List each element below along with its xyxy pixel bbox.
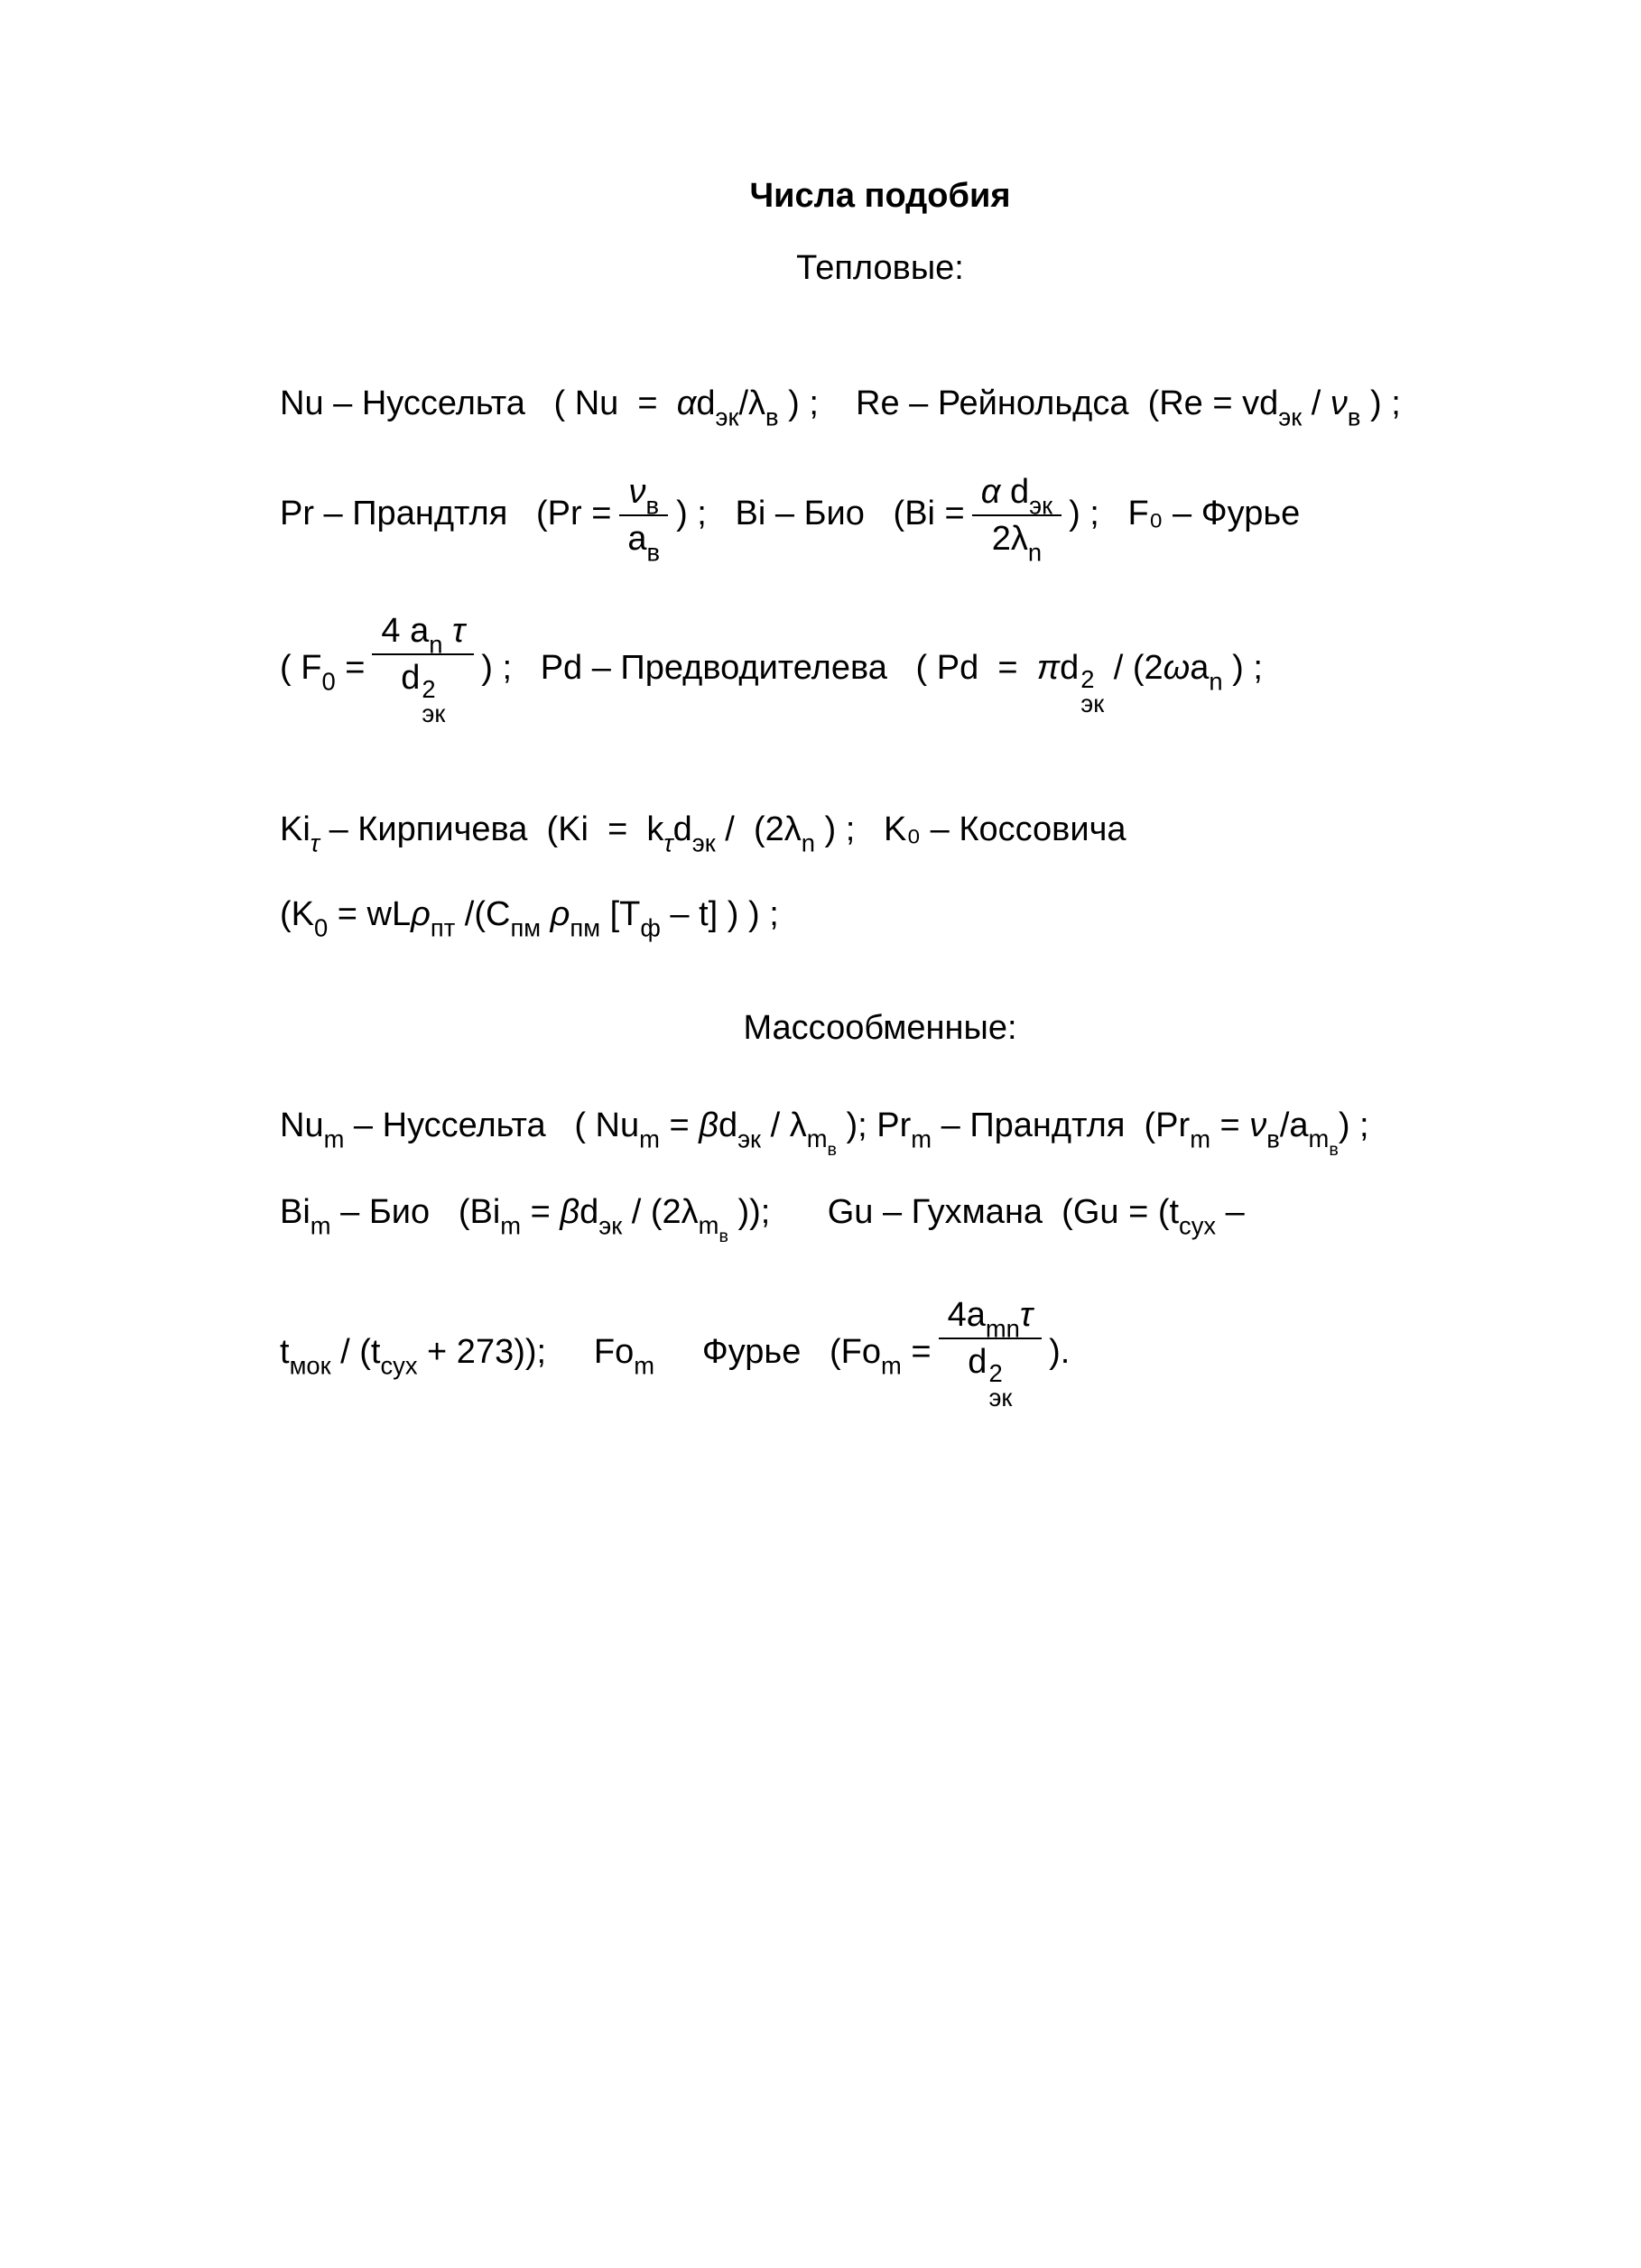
term-re-label: Re – Рейнольдса xyxy=(856,384,1129,422)
fraction-fo: 4 $a_n$ τ d 2 эк xyxy=(372,614,474,726)
formula-line-bim-gu: $Bi_m$ – Био ($Bi_m = \beta d_{эк} / (2\lambda_{m_в}$ )); Gu – Гухмана ($Gu = (t_{сух}$ – xyxy=(280,1193,1245,1247)
term-ko-label: K₀ – Коссовича xyxy=(883,810,1126,848)
formula-line-gu-fom: $t_{мок} / (t_{сух} + 273)$); $Fo_m$ Фурье ($Fo_m$ = $4a_{mn}\tau$ d 2 эк ). xyxy=(280,1296,1071,1412)
page-title: Числа подобия xyxy=(749,177,1011,215)
term-nu-label: Nu – Нуссельта xyxy=(280,384,525,422)
term-bi-label: Bi – Био xyxy=(735,495,865,533)
fraction-fom: $4a_{mn}\tau$ d 2 эк xyxy=(939,1298,1043,1410)
section-title-mass: Массообменные: xyxy=(743,1009,1017,1047)
term-fo-label: F₀ – Фурье xyxy=(1127,495,1301,533)
formula-line-nu-re: Nu – Нуссельта ( $Nu = \alpha d_{эк}/\lambda_в$ ) ; Re – Рейнольдса ($Re = vd_{эк} / \nu_в$ ) ; xyxy=(280,384,1401,431)
term-pr-label: Pr – Прандтля xyxy=(280,495,508,533)
term-fom-label: Фурье xyxy=(701,1333,802,1372)
term-num-label: Нуссельта xyxy=(382,1106,546,1144)
term-ki-label: Кирпичева xyxy=(357,810,528,848)
formula-line-fo-pd: ( $F_0$ = 4 $a_n$ τ d 2 эк ) ; Pd – Предводителева ( Pd = πd 2 эк / ($2\omega a_n$ ) ; xyxy=(280,612,1263,727)
term-bim-label: Био xyxy=(368,1193,431,1231)
term-prm-label: Прандтля xyxy=(969,1106,1126,1144)
fraction-bi: $\frac{\alpha d_{эк}}{2\lambda_n}$ xyxy=(972,475,1062,556)
formula-line-ki-ko: $Ki_\tau$ – Кирпичева ($Ki = k_\tau d_{эк} / (2\lambda_n$ ) ; K₀ – Коссовича xyxy=(280,810,1126,857)
term-gu-label: Gu – Гухмана xyxy=(827,1193,1043,1231)
term-pd-label: Pd – Предводителева xyxy=(540,649,887,688)
formula-line-num-prm: $Nu_m$ – Нуссельта ( $Nu_m = \beta d_{эк} / \lambda_{m_в}$ ); $Pr_m$ – Прандтля $(Pr_m = \nu_в/a_{m_в})$ ; xyxy=(280,1106,1369,1161)
fraction-pr: $\frac{\nu_в}{a_в}$ xyxy=(618,475,669,556)
section-title-thermal: Тепловые: xyxy=(796,249,964,287)
formula-line-ko-formula: ($K_0 = wL\rho_{пт}$ $/(C_{пм}$ $\rho_{пм}$ $[T_ф - t]$ ) ) ; xyxy=(280,895,779,942)
formula-line-pr-bi-fo: Pr – Прандтля (Pr = $\frac{\nu_в}{a_в}$ ) ; Bi – Био (Bi = $\frac{\alpha d_{эк}}{2\lambda_n}$ ) ; F₀ – Фурье xyxy=(280,473,1301,567)
